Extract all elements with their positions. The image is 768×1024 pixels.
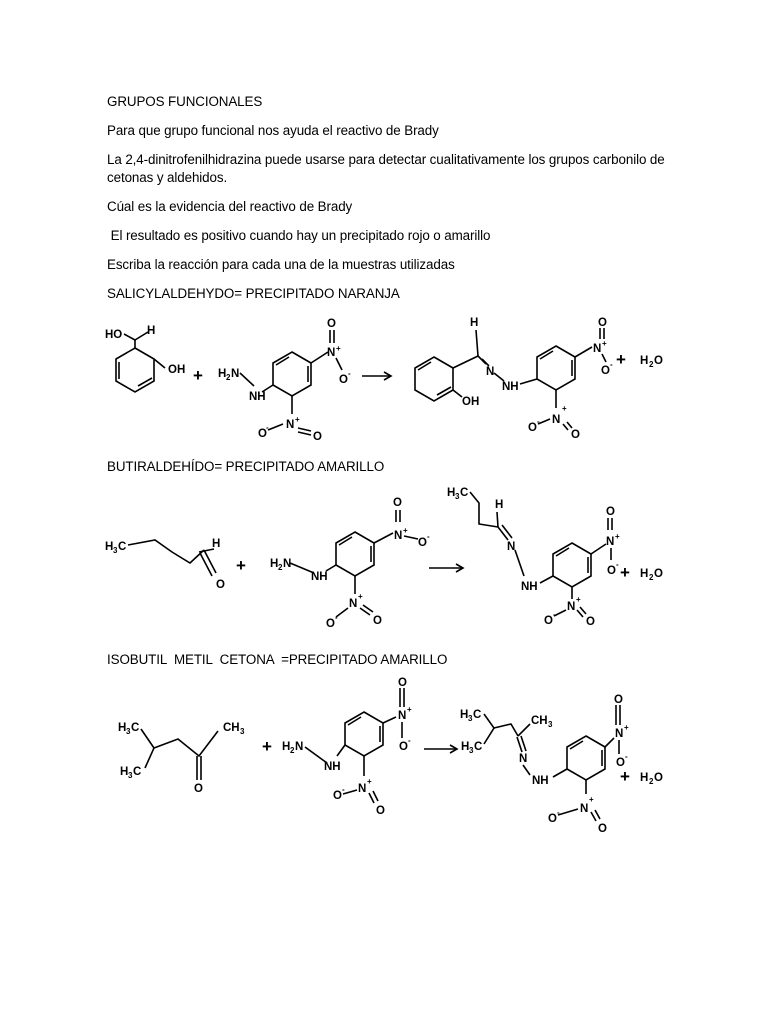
- label-nh: NH: [311, 571, 328, 583]
- label-charge: +: [602, 339, 607, 348]
- water-o: O: [654, 355, 663, 367]
- question-functional-group: Para que grupo funcional nos ayuda el reactivo de Brady: [107, 123, 439, 138]
- label-charge: +: [589, 795, 594, 804]
- plus-sign: +: [620, 563, 630, 582]
- label-h3c-h: H: [447, 487, 456, 499]
- label-h2n-n: N: [283, 558, 292, 570]
- label-charge: +: [624, 723, 629, 732]
- label-h3c-3: 3: [128, 771, 133, 780]
- label-charge: +: [358, 592, 363, 601]
- label-o: O: [376, 805, 385, 817]
- label-h3c-h: H: [105, 541, 114, 553]
- water-2: 2: [649, 573, 654, 582]
- document-heading: GRUPOS FUNCIONALES: [107, 94, 263, 109]
- label-h3c-h: H: [461, 741, 470, 753]
- label-o: O: [333, 790, 342, 802]
- label-charge: -: [625, 752, 628, 761]
- label-n: N: [398, 710, 407, 722]
- water-h: H: [640, 355, 649, 367]
- label-o: O: [327, 318, 336, 330]
- label-o: O: [614, 694, 623, 706]
- water-h: H: [640, 772, 649, 784]
- benzene-ring: [116, 348, 154, 392]
- plus-sign: +: [262, 737, 272, 756]
- label-n: N: [507, 541, 516, 553]
- label-nh: NH: [324, 761, 341, 773]
- label-o: O: [601, 365, 610, 377]
- label-n: N: [552, 414, 561, 426]
- label-oh: OH: [168, 364, 186, 376]
- label-h3c-c: C: [131, 722, 140, 734]
- answer-dnph-line-1: La 2,4-dinitrofenilhidrazina puede usarse para detectar cualitativamente los grupos carbonilo de: [107, 152, 665, 167]
- plus-sign: +: [236, 556, 246, 575]
- label-charge: -: [553, 610, 556, 619]
- label-h3c-c: C: [133, 766, 142, 778]
- label-h2n-2: 2: [278, 563, 283, 572]
- label-h3c-3: 3: [113, 546, 118, 555]
- product-dnph-ring: [567, 736, 605, 780]
- dnph-ring: [273, 352, 311, 396]
- label-charge: +: [562, 404, 567, 413]
- label-h3c-h: H: [118, 722, 127, 734]
- label-charge: -: [616, 560, 619, 569]
- isobutyl-chain: [141, 729, 154, 768]
- plus-sign: +: [620, 767, 630, 786]
- label-n: N: [486, 366, 495, 378]
- label-h3c-c: C: [474, 741, 483, 753]
- reaction-title-isobutyl-methyl-ketone: ISOBUTIL METIL CETONA =PRECIPITADO AMARILLO: [107, 652, 448, 667]
- label-h: H: [470, 317, 479, 329]
- plus-sign: +: [616, 350, 626, 369]
- label-o: O: [598, 317, 607, 329]
- dnph-ring: [336, 532, 374, 576]
- question-write-reactions: Escriba la reacción para cada una de la muestras utilizadas: [107, 257, 455, 272]
- water-2: 2: [649, 777, 654, 786]
- water-o: O: [654, 772, 663, 784]
- label-charge: +: [615, 532, 620, 541]
- product-ring: [415, 357, 453, 401]
- reaction-title-salicylaldehyde: SALICYLALDEHYDO= PRECIPITADO NARANJA: [107, 286, 400, 301]
- label-o: O: [216, 579, 225, 591]
- label-h2n-h: H: [282, 741, 291, 753]
- dnph-ring: [345, 712, 383, 756]
- label-ch-3: 3: [240, 727, 245, 736]
- label-charge: -: [335, 613, 338, 622]
- label-h2n-h: H: [270, 558, 279, 570]
- label-o: O: [606, 506, 615, 518]
- label-charge: +: [407, 705, 412, 714]
- label-ch: CH: [531, 715, 548, 727]
- label-o: O: [326, 618, 335, 630]
- label-charge: +: [295, 415, 300, 424]
- label-o: O: [598, 823, 607, 835]
- label-h3c-3: 3: [468, 714, 473, 723]
- label-n: N: [349, 598, 358, 610]
- label-charge: +: [336, 344, 341, 353]
- plus-sign: +: [193, 366, 203, 385]
- label-h3c-3: 3: [126, 727, 131, 736]
- label-n: N: [327, 347, 336, 359]
- label-h3c-3: 3: [469, 746, 474, 755]
- label-o: O: [339, 374, 348, 386]
- water-o: O: [654, 568, 663, 580]
- label-nh: NH: [521, 581, 538, 593]
- label-h: H: [147, 325, 156, 337]
- label-n: N: [580, 803, 589, 815]
- reaction-title-butyraldehyde: BUTIRALDEHÍDO= PRECIPITADO AMARILLO: [107, 459, 385, 474]
- label-h: H: [495, 499, 504, 511]
- product-dnph-ring: [553, 543, 591, 587]
- product-chain: [484, 714, 494, 744]
- label-n: N: [519, 753, 528, 765]
- water-2: 2: [649, 360, 654, 369]
- label-oh: OH: [462, 396, 480, 408]
- label-charge: -: [610, 360, 613, 369]
- label-nh: NH: [249, 391, 266, 403]
- label-charge: +: [403, 526, 408, 535]
- label-h2n-h: H: [218, 368, 227, 380]
- label-o: O: [616, 757, 625, 769]
- label-charge: -: [348, 369, 351, 378]
- label-h3c-c: C: [118, 541, 127, 553]
- label-n: N: [358, 783, 367, 795]
- label-h3c-c: C: [460, 487, 469, 499]
- label-o: O: [398, 677, 407, 689]
- label-charge: -: [557, 808, 560, 817]
- reaction-scheme-isobutyl-methyl-ketone: [0, 670, 768, 835]
- label-charge: +: [576, 595, 581, 604]
- label-h3c-3: 3: [455, 492, 460, 501]
- label-h2n-n: N: [295, 741, 304, 753]
- label-charge: +: [367, 777, 372, 786]
- label-o: O: [313, 431, 322, 443]
- label-n: N: [286, 419, 295, 431]
- label-n: N: [606, 536, 615, 548]
- label-h3c-c: C: [473, 709, 482, 721]
- label-charge: -: [408, 736, 411, 745]
- label-nh: NH: [502, 381, 519, 393]
- label-o: O: [571, 429, 580, 441]
- label-ho: HO: [105, 329, 123, 341]
- label-n: N: [593, 343, 602, 355]
- label-h2n-n: N: [231, 368, 240, 380]
- water-h: H: [640, 568, 649, 580]
- label-o: O: [418, 537, 427, 549]
- label-ch: CH: [223, 722, 240, 734]
- label-o: O: [393, 497, 402, 509]
- label-h3c-h: H: [460, 709, 469, 721]
- label-h2n-2: 2: [226, 373, 231, 382]
- label-nh: NH: [532, 775, 549, 787]
- label-h: H: [212, 538, 221, 550]
- reaction-scheme-salicylaldehyde: [0, 300, 768, 450]
- label-o: O: [399, 741, 408, 753]
- label-o: O: [548, 813, 557, 825]
- label-o: O: [586, 616, 595, 628]
- label-n: N: [394, 530, 403, 542]
- reaction-scheme-butyraldehyde: [0, 480, 768, 635]
- product-dnph-ring: [537, 346, 575, 390]
- label-o: O: [544, 615, 553, 627]
- label-charge: -: [537, 417, 540, 426]
- label-o: O: [373, 615, 382, 627]
- label-o: O: [607, 565, 616, 577]
- label-charge: -: [427, 532, 430, 541]
- label-o: O: [528, 422, 537, 434]
- label-n: N: [615, 728, 624, 740]
- answer-dnph-line-2: cetonas y aldehidos.: [107, 170, 228, 185]
- label-charge: -: [266, 423, 269, 432]
- product-chain: [470, 492, 498, 527]
- answer-brady-evidence: El resultado es positivo cuando hay un precipitado rojo o amarillo: [107, 228, 491, 243]
- question-brady-evidence: Cúal es la evidencia del reactivo de Brady: [107, 199, 353, 214]
- label-n: N: [567, 601, 576, 613]
- label-h3c-h: H: [120, 766, 129, 778]
- butyl-chain: [128, 540, 204, 563]
- label-charge: -: [342, 785, 345, 794]
- label-h2n-2: 2: [290, 746, 295, 755]
- label-o: O: [194, 783, 203, 795]
- label-ch-3: 3: [548, 720, 553, 729]
- label-o: O: [258, 428, 267, 440]
